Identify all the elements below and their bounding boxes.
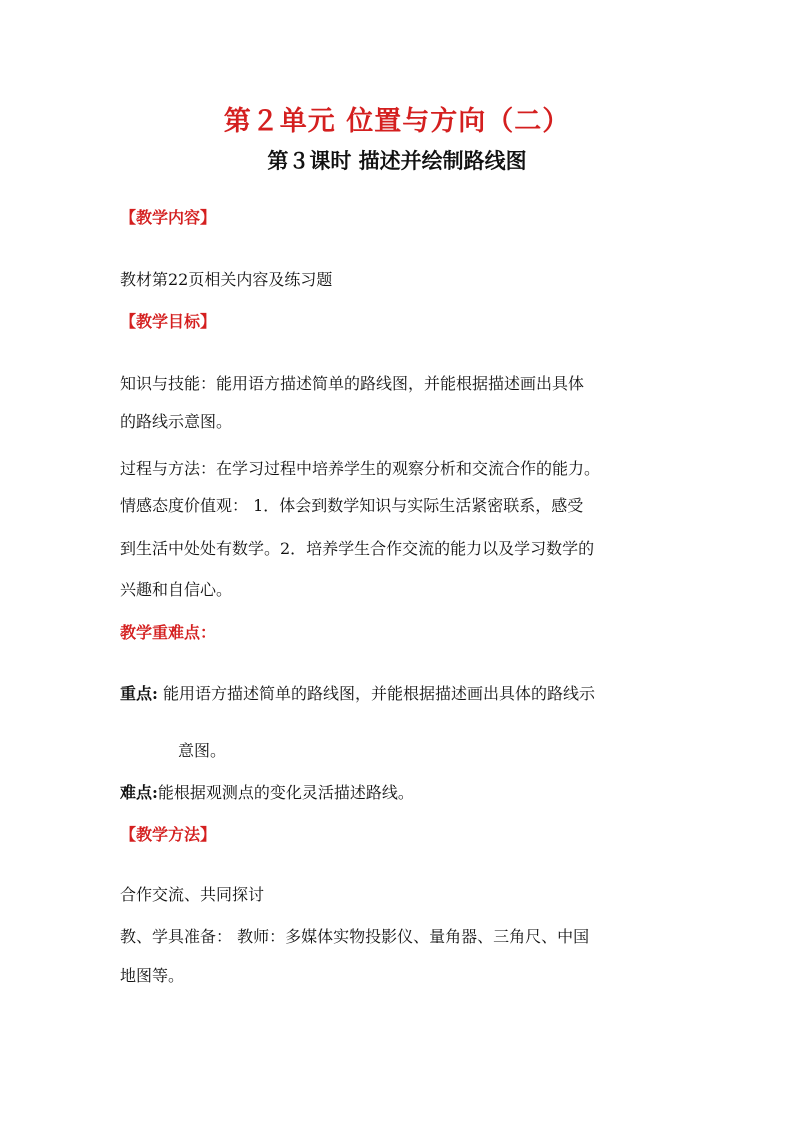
lesson-subtitle: 第３课时 描述并绘制路线图 [267,148,527,173]
goals-line-2: 的路线示意图。 [120,412,233,431]
key-point-line [120,684,595,704]
goals-heading: 【教学目标】 [120,312,217,331]
unit-title: 第２单元 位置与方向（二） [223,106,571,137]
difficulty-text: 能根据观测点的变化灵活描述路线。 [157,783,414,802]
method-line-2: 教、学具准备： 教师：多媒体实物投影仪、量角器、三角尺、中国 [120,927,590,946]
goals-line-4: 情感态度价值观： 1．体会到数学知识与实际生活紧密联系，感受 [120,496,584,515]
goals-line-1: 知识与技能：能用语方描述简单的路线图，并能根据描述画出具体 [120,374,585,393]
key-point-continuation: 意图。 [178,741,227,760]
difficulty-line [120,783,414,803]
goals-line-5: 到生活中处处有数学。2．培养学生合作交流的能力以及学习数学的 [120,539,595,558]
method-heading: 【教学方法】 [120,825,217,844]
goals-line-6: 兴趣和自信心。 [120,580,233,599]
goals-line-3: 过程与方法：在学习过程中培养学生的观察分析和交流合作的能力。 [120,459,601,478]
content-text: 教材第22页相关内容及练习题 [120,270,333,289]
method-line-3: 地图等。 [120,966,185,985]
difficulty-label: 难点: [120,783,158,802]
content-heading: 【教学内容】 [120,208,217,227]
method-line-1: 合作交流、共同探讨 [120,885,265,904]
keypoints-heading: 教学重难点： [120,623,217,642]
key-point-label: 重点: [120,684,158,703]
key-point-text: 能用语方描述简单的路线图，并能根据描述画出具体的路线示 [157,684,596,703]
